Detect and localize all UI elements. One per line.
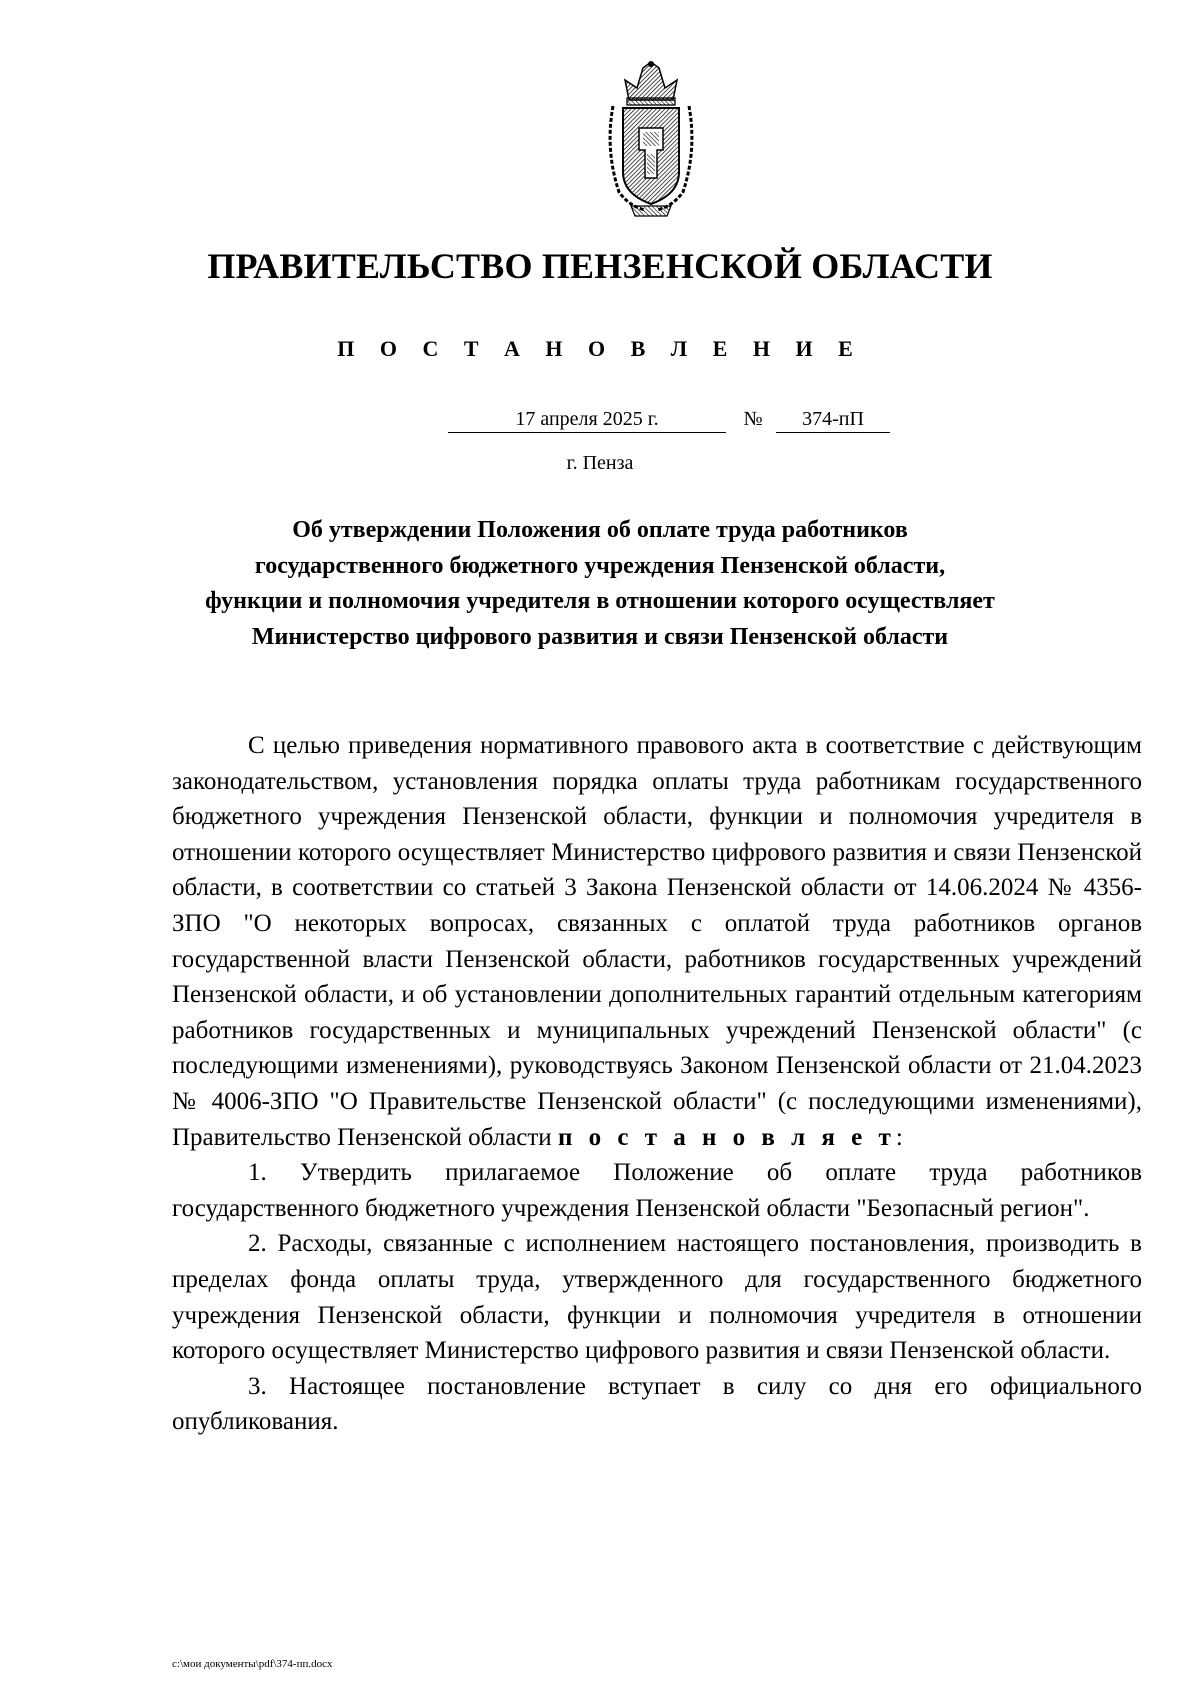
preamble-paragraph xyxy=(172,728,1142,1155)
document-number: 374-пП xyxy=(776,408,890,433)
title-line: Об утверждении Положения об оплате труда работников xyxy=(292,517,908,543)
title-line: функции и полномочия учредителя в отношении которого осуществляет xyxy=(205,588,995,614)
decree-colon: : xyxy=(895,1123,903,1151)
coat-of-arms-icon xyxy=(603,60,699,218)
item-paragraph: 1. Утвердить прилагаемое Положение об оплате труда работников государственного бюджетного учреждения Пензенской области "Безопасный регион". xyxy=(172,1159,1142,1222)
city: г. Пенза xyxy=(566,452,634,474)
item-paragraph: 2. Расходы, связанные с исполнением настоящего постановления, производить в пределах фонда оплаты труда, утвержденного для государственного бюджетного учреждения Пензенской области, функции и полномочия учредителя в отношении которого осуществляет Министерство цифрового развития и связи Пензенской области. xyxy=(172,1230,1142,1365)
organization-title: ПРАВИТЕЛЬСТВО ПЕНЗЕНСКОЙ ОБЛАСТИ xyxy=(207,246,993,286)
document-type: П О С Т А Н О В Л Е Н И Е xyxy=(337,336,863,361)
document-body xyxy=(172,728,1142,1440)
preamble-text: С целью приведения нормативного правового акта в соответствие с действующим законодательством, установления порядка оплаты труда работникам государственного бюджетного учреждения Пензенской области, функции и полномочия учредителя в отношении которого осуществляет Министерство цифрового развития и связи Пензенской области, в соответствии со статьей 3 Закона Пензенской области от 14.06.2024 № 4356-ЗПО "О некоторых вопросах, связанных с оплатой труда работников органов государственной власти Пензенской области, работников государственных учреждений Пензенской области, и об установлении дополнительных гарантий отдельным категориям работников государственных и муниципальных учреждений Пензенской области" (с последующими изменениями), руководствуясь Законом Пензенской области от 21.04.2023 № 4006-ЗПО "О Правительстве Пензенской области" (с последующими изменениями), Правительство Пензенской области xyxy=(172,732,1142,1151)
item-paragraph: 3. Настоящее постановление вступает в силу со дня его официального опубликования. xyxy=(172,1372,1142,1436)
document-date: 17 апреля 2025 г. xyxy=(448,408,726,433)
document-title xyxy=(0,513,1200,655)
file-path-footer: c:\мои документы\pdf\374-пп.docx xyxy=(172,1658,333,1670)
title-line: Министерство цифрового развития и связи Пензенской области xyxy=(251,623,949,650)
title-line: государственного бюджетного учреждения Пензенской области, xyxy=(254,552,946,579)
number-sign: № xyxy=(743,408,763,430)
decree-word: п о с т а н о в л я е т xyxy=(557,1123,896,1151)
